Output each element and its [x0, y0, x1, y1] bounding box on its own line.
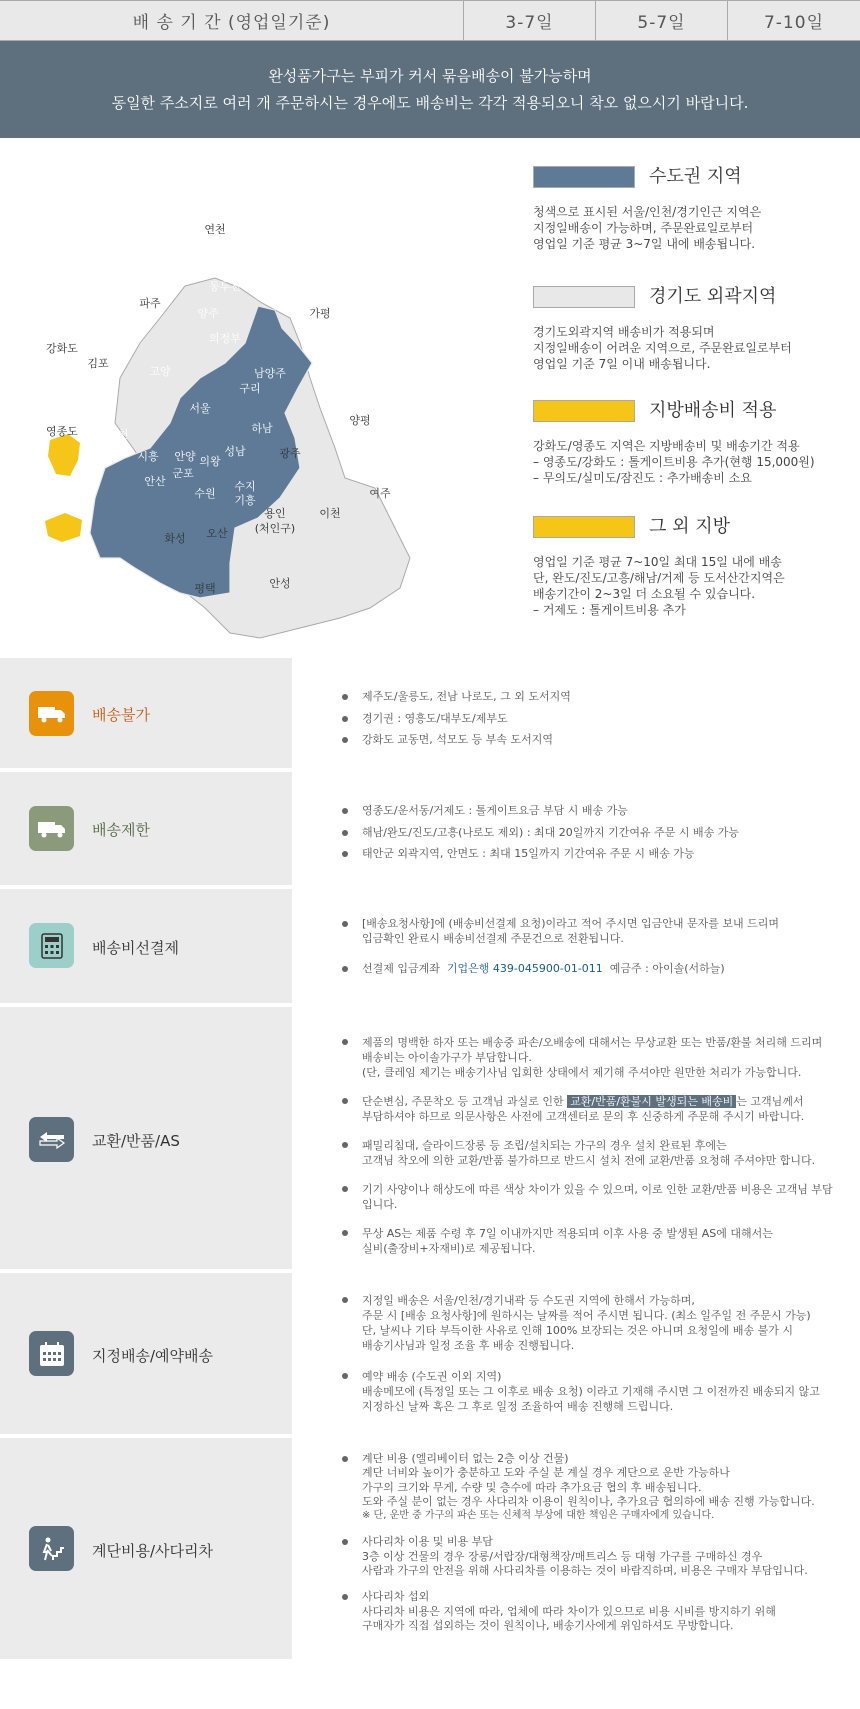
- map-place-label: 구리: [239, 382, 261, 395]
- map-place-label: 서울: [189, 402, 211, 415]
- legend-province-title: 그 외 지방: [649, 516, 730, 537]
- list-item: 태안군 외곽지역, 안면도 : 최대 15일까지 기간여유 주문 시 배송 가능: [342, 847, 840, 862]
- map-place-label: 김포: [87, 357, 109, 370]
- legend-island-line-2: – 영종도/강화도 : 톨게이트비용 추가(현행 15,000원): [533, 455, 815, 469]
- row-label-restricted: 배송제한: [92, 821, 150, 839]
- map-place-label: 시흥: [137, 450, 159, 463]
- list-item: [342, 962, 840, 977]
- row-no-delivery: [0, 658, 860, 768]
- map-place-label: 성남: [224, 445, 246, 458]
- exchange-arrows-icon: [29, 1117, 74, 1162]
- list-item: 기기 사양이나 해상도에 따른 색상 차이가 있을 수 있으며, 이로 인한 교환/반품 비용은 고객님 부담입니다.: [342, 1182, 840, 1212]
- list-item: 제품의 명백한 하자 또는 배송중 파손/오배송에 대해서는 무상교환 또는 반품/환불 처리해 드리며 배송비는 아이솔가구가 부담합니다. (단, 클레임 제기는 배송기사님 입회한 상태에서 제기해 주셔야만 원만한 처리가 가능합니다.: [342, 1035, 840, 1080]
- map-place-label: 군포: [172, 467, 194, 480]
- exchange-list: [342, 1035, 840, 1263]
- map-place-label: 안성: [269, 577, 291, 590]
- truck-icon: [29, 691, 74, 736]
- map-place-label: 영종도: [46, 425, 78, 438]
- map-place-label: 여주: [369, 487, 391, 500]
- row-scheduled: [0, 1273, 860, 1434]
- highlight-shipping-cost: 교환/반품/환불시 발생되는 배송비: [567, 1095, 736, 1108]
- map-place-label: 양평: [349, 414, 371, 427]
- legend-capital-line-1: 청색으로 표시된 서울/인천/경기인근 지역은: [533, 205, 762, 219]
- row-stairs: [0, 1438, 860, 1659]
- map-place-label: 기흥: [234, 494, 256, 507]
- list-item: 사다리차 섭외 사다리차 비용은 지역에 따라, 업체에 따라 차이가 있으므로 비용 시비를 방지하기 위해 구매자가 직접 섭외하는 것이 원칙이나, 배송기사에게 위임하셔도 무방합니다.: [342, 1590, 840, 1633]
- legend-capital-title: 수도권 지역: [649, 166, 742, 187]
- row-label-stairs: 계단비용/사다리차: [92, 1542, 213, 1560]
- notice-line-2: 동일한 주소지로 여러 개 주문하시는 경우에도 배송비는 각각 적용되오니 착오 없으시기 바랍니다.: [111, 94, 749, 112]
- account-prefix: 선결제 입금계좌: [362, 962, 440, 975]
- period-label: 배 송 기 간 (영업일기준): [0, 1, 464, 40]
- prepay-list: [342, 917, 840, 984]
- map-place-label: 연천: [204, 223, 226, 236]
- legend-island-line-1: 강화도/영종도 지역은 지방배송비 및 배송기간 적용: [533, 439, 800, 453]
- map-place-label: (처인구): [254, 522, 296, 535]
- map-place-label: 양주: [197, 307, 219, 320]
- bank-account: 기업은행 439-045900-01-011: [446, 962, 603, 975]
- list-item: 무상 AS는 제품 수령 후 7일 이내까지만 적용되며 이후 사용 중 발생된 AS에 대해서는 실비(출장비+자재비)로 제공됩니다.: [342, 1226, 840, 1256]
- map-place-label: 수지: [234, 480, 256, 493]
- restricted-list: [342, 804, 840, 869]
- legend-capital-line-3: 영업일 기준 평균 3~7일 내에 배송됩니다.: [533, 237, 756, 251]
- period-capital: 3-7일: [464, 1, 596, 40]
- no-delivery-list: [342, 690, 840, 755]
- list-item: 영종도/운서동/거제도 : 톨게이트요금 부담 시 배송 가능: [342, 804, 840, 819]
- legend-province-line-4: – 거제도 : 톨게이트비용 추가: [533, 603, 686, 617]
- period-outer: 5-7일: [596, 1, 728, 40]
- row-label-no-delivery: 배송불가: [92, 706, 150, 724]
- notice-line-1: 완성품가구는 부피가 커서 묶음배송이 불가능하며: [268, 67, 592, 85]
- map-place-label: 동두천: [209, 280, 241, 293]
- row-exchange: [0, 1007, 860, 1269]
- row-prepay: [0, 889, 860, 1003]
- region-map-labels: [0, 138, 470, 658]
- legend-province: [533, 516, 785, 618]
- legend-outer-title: 경기도 외곽지역: [649, 286, 777, 307]
- legend-island-title: 지방배송비 적용: [649, 400, 777, 421]
- period-province: 7-10일: [763, 13, 824, 33]
- row-label-exchange: 교환/반품/AS: [92, 1132, 180, 1150]
- list-item: 해남/완도/진도/고흥(나로도 제외) : 최대 20일까지 기간여유 주문 시 배송 가능: [342, 826, 840, 841]
- legend-capital-line-2: 지정일배송이 가능하며, 주문완료일로부터: [533, 221, 754, 235]
- account-holder: 예금주 : 아이솔(서하늘): [609, 962, 725, 975]
- legend-province-line-3: 배송기간이 2~3일 더 소요될 수 있습니다.: [533, 587, 756, 601]
- stairs-icon: [29, 1526, 74, 1571]
- map-place-label: 강화도: [46, 342, 78, 355]
- calculator-icon: [29, 923, 74, 968]
- row-label-scheduled: 지정배송/예약배송: [92, 1347, 213, 1365]
- map-place-label: 안산: [144, 475, 166, 488]
- list-item: 단순변심, 주문착오 등 고객님 과실로 인한 교환/반품/환불시 발생되는 배송비 는 고객님께서 부담하셔야 하므로 의문사항은 사전에 고객센터로 문의 후 신중하게 주문해 주시기 바랍니다.: [342, 1094, 840, 1124]
- list-item: 제주도/울릉도, 전남 나로도, 그 외 도서지역: [342, 690, 840, 705]
- map-place-label: 화성: [164, 532, 186, 545]
- legend-island-swatch: [533, 400, 635, 422]
- truck-icon: [29, 806, 74, 851]
- legend-island: [533, 400, 815, 486]
- list-item: [배송요청사항]에 (배송비선결제 요청)이라고 적어 주시면 입금안내 문자를 보내 드리며 입금확인 완료시 배송비선결제 주문건으로 전환됩니다.: [342, 917, 840, 946]
- stairs-list: [342, 1452, 840, 1640]
- map-place-label: 오산: [206, 527, 228, 540]
- map-place-label: 가평: [309, 307, 331, 320]
- legend-outer-line-1: 경기도외곽지역 배송비가 적용되며: [533, 325, 715, 339]
- map-place-label: 의왕: [199, 455, 221, 468]
- map-place-label: 광주: [279, 447, 301, 460]
- legend-province-line-2: 단, 완도/진도/고흥/해남/거제 등 도서산간지역은: [533, 571, 785, 585]
- scheduled-list: [342, 1293, 840, 1421]
- list-item: 계단 비용 (엘리베이터 없는 2층 이상 건물) 계단 너비와 높이가 충분하고 도와 주실 분 계실 경우 계단으로 운반 가능하나 가구의 크기와 무게, 수량 및 층수에 따라 추가요금 협의 후 배송됩니다. 도와 주실 분이 없는 경우 사다리차 이용이 원칙이나, 추가요금 협의하에 배송 진행 가능합니다. ※ 단, 운반 중 가구의 파손 또는 신체적 부상에 대한 책임은 구매자에게 있습니다.: [342, 1452, 840, 1523]
- map-place-label: 용인: [264, 507, 286, 520]
- map-place-label: 남양주: [254, 367, 286, 380]
- map-place-label: 이천: [319, 507, 341, 520]
- legend-capital-swatch: [533, 166, 635, 188]
- delivery-region-section: [0, 138, 860, 658]
- map-place-label: 평택: [194, 582, 216, 595]
- map-place-label: 수원: [194, 487, 216, 500]
- list-item: 사다리차 이용 및 비용 부담 3층 이상 건물의 경우 장롱/서랍장/대형책장/매트리스 등 대형 가구를 구매하신 경우 사람과 가구의 안전을 위해 사다리차를 이용하는 것이 바람직하며, 비용은 구매자 부담입니다.: [342, 1535, 840, 1578]
- legend-province-line-1: 영업일 기준 평균 7~10일 최대 15일 내에 배송: [533, 555, 782, 569]
- legend-island-line-3: – 무의도/실미도/잠진도 : 추가배송비 소요: [533, 471, 752, 485]
- row-label-prepay: 배송비선결제: [92, 939, 179, 957]
- map-place-label: 안양: [174, 450, 196, 463]
- legend-outer-swatch: [533, 286, 635, 308]
- calendar-icon: [29, 1331, 74, 1376]
- map-place-label: 인천: [107, 428, 129, 441]
- list-item: 지정일 배송은 서울/인천/경기내곽 등 수도권 지역에 한해서 가능하며, 주문 시 [배송 요청사항]에 원하시는 날짜를 적어 주시면 됩니다. (최소 일주일 전 주문시 가능) 단, 날씨나 기타 부득이한 사유로 인해 100% 보장되는 것은 아니며 요청일에 배송 불가 시 배송기사님과 일정 조율 후 배송 진행됩니다.: [342, 1293, 840, 1353]
- map-place-label: 포천: [269, 259, 291, 272]
- map-place-label: 파주: [139, 297, 161, 310]
- list-item: 강화도 교동면, 석모도 등 부속 도서지역: [342, 733, 840, 748]
- list-item: 패밀리침대, 슬라이드장롱 등 조립/설치되는 가구의 경우 설치 완료된 후에는 고객님 착오에 의한 교환/반품 불가하므로 반드시 설치 전에 교환/반품 요청해 주셔야만 합니다.: [342, 1138, 840, 1168]
- map-place-label: 하남: [251, 422, 273, 435]
- list-item: 경기권 : 영흥도/대부도/제부도: [342, 712, 840, 727]
- row-restricted: [0, 772, 860, 885]
- map-place-label: 고양: [149, 365, 171, 378]
- list-item: 예약 배송 (수도권 이외 지역) 배송메모에 (특정일 또는 그 이후로 배송 요청) 이라고 기재해 주시면 그 이전까진 배송되지 않고 지정하신 날짜 혹은 그 후로 일정 조율하여 배송 진행해 드립니다.: [342, 1369, 840, 1414]
- notice-banner: [0, 41, 860, 138]
- map-place-label: 의정부: [209, 332, 241, 345]
- delivery-period-bar: [0, 0, 860, 41]
- legend-capital: [533, 166, 761, 252]
- legend-outer-line-3: 영업일 기준 7일 이내 배송됩니다.: [533, 357, 711, 371]
- legend-outer-line-2: 지정일배송이 어려운 지역으로, 주문완료일로부터: [533, 341, 792, 355]
- legend-outer: [533, 286, 792, 372]
- legend-province-swatch: [533, 516, 635, 538]
